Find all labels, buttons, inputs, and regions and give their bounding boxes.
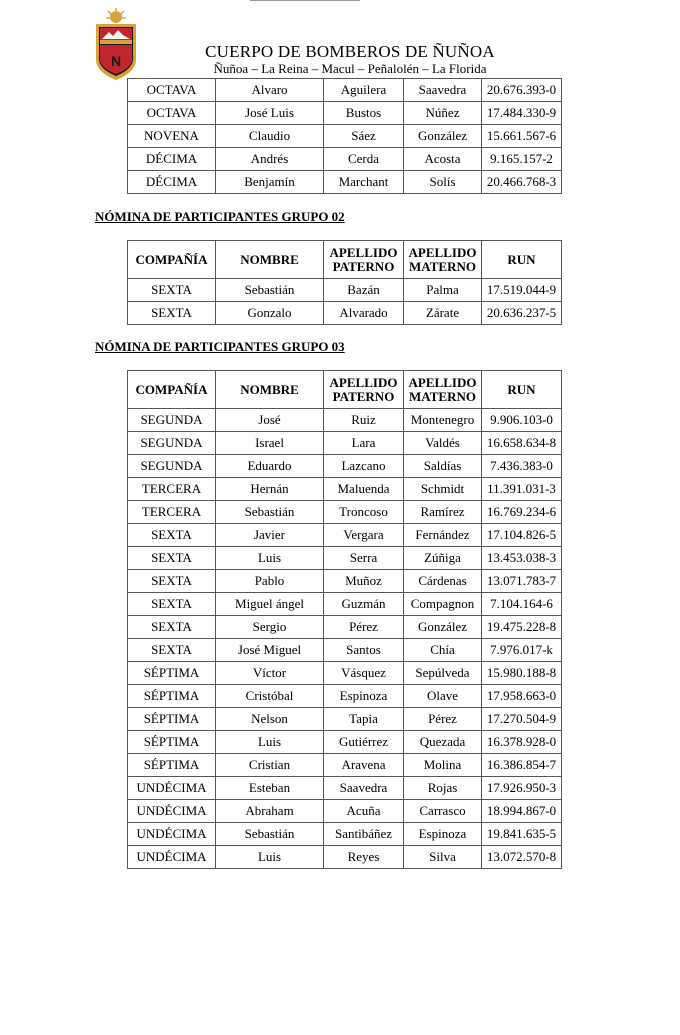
table-cell: Víctor bbox=[216, 662, 324, 685]
table-cell: Aguilera bbox=[324, 79, 404, 102]
table-row bbox=[128, 570, 562, 593]
table-header-row bbox=[128, 241, 562, 279]
table-cell: Hernán bbox=[216, 478, 324, 501]
table-row bbox=[128, 455, 562, 478]
table-cell: 20.636.237-5 bbox=[482, 302, 562, 325]
table-cell: 17.484.330-9 bbox=[482, 102, 562, 125]
participants-table-group-02 bbox=[127, 240, 562, 325]
table-cell: SÉPTIMA bbox=[128, 685, 216, 708]
table-row bbox=[128, 148, 562, 171]
table-cell: 15.980.188-8 bbox=[482, 662, 562, 685]
table-cell: Pablo bbox=[216, 570, 324, 593]
table-cell: Valdés bbox=[404, 432, 482, 455]
table-cell: 17.519.044-9 bbox=[482, 279, 562, 302]
table-cell: José Luis bbox=[216, 102, 324, 125]
participants-table-group-03 bbox=[127, 370, 562, 869]
table-cell: 7.976.017-k bbox=[482, 639, 562, 662]
table-cell: Cárdenas bbox=[404, 570, 482, 593]
table-cell: SEXTA bbox=[128, 593, 216, 616]
table-cell: UNDÉCIMA bbox=[128, 800, 216, 823]
table-cell: Cristian bbox=[216, 754, 324, 777]
table-row bbox=[128, 409, 562, 432]
table-cell: Gonzalo bbox=[216, 302, 324, 325]
table-cell: 17.926.950-3 bbox=[482, 777, 562, 800]
column-header: COMPAÑÍA bbox=[128, 371, 216, 409]
table-cell: SEGUNDA bbox=[128, 409, 216, 432]
table-cell: 13.453.038-3 bbox=[482, 547, 562, 570]
table-cell: Zúñiga bbox=[404, 547, 482, 570]
table-cell: Sebastián bbox=[216, 823, 324, 846]
table-row bbox=[128, 302, 562, 325]
table-row bbox=[128, 432, 562, 455]
table-cell: Maluenda bbox=[324, 478, 404, 501]
table-cell: Pérez bbox=[324, 616, 404, 639]
table-row bbox=[128, 616, 562, 639]
table-cell: Vergara bbox=[324, 524, 404, 547]
column-header: NOMBRE bbox=[216, 371, 324, 409]
table-cell: Tapia bbox=[324, 708, 404, 731]
table-cell: 17.958.663-0 bbox=[482, 685, 562, 708]
table-row bbox=[128, 279, 562, 302]
table-cell: Guzmán bbox=[324, 593, 404, 616]
table-cell: SEXTA bbox=[128, 524, 216, 547]
table-cell: Carrasco bbox=[404, 800, 482, 823]
table-cell: 15.661.567-6 bbox=[482, 125, 562, 148]
table-cell: 20.676.393-0 bbox=[482, 79, 562, 102]
table-cell: 17.104.826-5 bbox=[482, 524, 562, 547]
table-cell: Bazán bbox=[324, 279, 404, 302]
table-cell: Luis bbox=[216, 731, 324, 754]
table-cell: Fernández bbox=[404, 524, 482, 547]
table-cell: SEXTA bbox=[128, 639, 216, 662]
table-cell: Eduardo bbox=[216, 455, 324, 478]
table-cell: Esteban bbox=[216, 777, 324, 800]
table-cell: Acuña bbox=[324, 800, 404, 823]
table-cell: SEXTA bbox=[128, 570, 216, 593]
table-cell: Rojas bbox=[404, 777, 482, 800]
table-row bbox=[128, 754, 562, 777]
table-cell: Santos bbox=[324, 639, 404, 662]
table-cell: Vásquez bbox=[324, 662, 404, 685]
table-cell: Aravena bbox=[324, 754, 404, 777]
table-cell: Lara bbox=[324, 432, 404, 455]
table-cell: Sebastián bbox=[216, 501, 324, 524]
table-row bbox=[128, 639, 562, 662]
table-row bbox=[128, 547, 562, 570]
organization-name: CUERPO DE BOMBEROS DE ÑUÑOA bbox=[205, 42, 495, 61]
table-cell: SEXTA bbox=[128, 302, 216, 325]
participants-table-group-01 bbox=[127, 78, 562, 194]
table-cell: 17.270.504-9 bbox=[482, 708, 562, 731]
table-cell: Schmidt bbox=[404, 478, 482, 501]
table-cell: Solís bbox=[404, 171, 482, 194]
table-cell: Lazcano bbox=[324, 455, 404, 478]
table-cell: Espinoza bbox=[404, 823, 482, 846]
table-cell: 7.436.383-0 bbox=[482, 455, 562, 478]
table-row bbox=[128, 685, 562, 708]
table-cell: 7.104.164-6 bbox=[482, 593, 562, 616]
table-cell: Saldías bbox=[404, 455, 482, 478]
table-row bbox=[128, 731, 562, 754]
table-cell: Claudio bbox=[216, 125, 324, 148]
column-header: RUN bbox=[482, 371, 562, 409]
table-cell: OCTAVA bbox=[128, 79, 216, 102]
table-cell: Serra bbox=[324, 547, 404, 570]
table-cell: Palma bbox=[404, 279, 482, 302]
table-cell: Quezada bbox=[404, 731, 482, 754]
table-row bbox=[128, 662, 562, 685]
table-cell: SÉPTIMA bbox=[128, 708, 216, 731]
table-cell: TERCERA bbox=[128, 478, 216, 501]
table-cell: Espinoza bbox=[324, 685, 404, 708]
table-cell: Saavedra bbox=[324, 777, 404, 800]
table-row bbox=[128, 708, 562, 731]
table-cell: Sebastián bbox=[216, 279, 324, 302]
column-header: NOMBRE bbox=[216, 241, 324, 279]
table-cell: Luis bbox=[216, 846, 324, 869]
table-cell: 13.072.570-8 bbox=[482, 846, 562, 869]
table-cell: SÉPTIMA bbox=[128, 731, 216, 754]
group-02-heading: NÓMINA DE PARTICIPANTES GRUPO 02 bbox=[95, 209, 345, 224]
column-header: RUN bbox=[482, 241, 562, 279]
table-cell: Silva bbox=[404, 846, 482, 869]
table-cell: SEXTA bbox=[128, 279, 216, 302]
table-cell: SEXTA bbox=[128, 547, 216, 570]
table-cell: Alvaro bbox=[216, 79, 324, 102]
table-cell: Bustos bbox=[324, 102, 404, 125]
table-cell: 16.658.634-8 bbox=[482, 432, 562, 455]
table-cell: Luis bbox=[216, 547, 324, 570]
table-cell: Olave bbox=[404, 685, 482, 708]
table-cell: Javier bbox=[216, 524, 324, 547]
table-cell: Sáez bbox=[324, 125, 404, 148]
table-cell: SEGUNDA bbox=[128, 455, 216, 478]
table-row bbox=[128, 125, 562, 148]
table-cell: TERCERA bbox=[128, 501, 216, 524]
table-cell: González bbox=[404, 125, 482, 148]
table-cell: SEGUNDA bbox=[128, 432, 216, 455]
communes-line: Ñuñoa – La Reina – Macul – Peñalolén – La Florida bbox=[213, 61, 487, 76]
column-header: APELLIDO PATERNO bbox=[324, 371, 404, 409]
table-cell: 9.906.103-0 bbox=[482, 409, 562, 432]
column-header: APELLIDO MATERNO bbox=[404, 241, 482, 279]
table-cell: José bbox=[216, 409, 324, 432]
table-cell: Saavedra bbox=[404, 79, 482, 102]
table-cell: UNDÉCIMA bbox=[128, 846, 216, 869]
table-cell: Cerda bbox=[324, 148, 404, 171]
table-row bbox=[128, 79, 562, 102]
letterhead bbox=[150, 42, 550, 76]
table-cell: 11.391.031-3 bbox=[482, 478, 562, 501]
table-cell: DÉCIMA bbox=[128, 171, 216, 194]
table-cell: Marchant bbox=[324, 171, 404, 194]
table-cell: UNDÉCIMA bbox=[128, 777, 216, 800]
table-cell: Sepúlveda bbox=[404, 662, 482, 685]
table-row bbox=[128, 777, 562, 800]
table-cell: Compagnon bbox=[404, 593, 482, 616]
table-cell: SEXTA bbox=[128, 616, 216, 639]
table-cell: 16.378.928-0 bbox=[482, 731, 562, 754]
table-cell: 16.769.234-6 bbox=[482, 501, 562, 524]
table-cell: Santibáñez bbox=[324, 823, 404, 846]
table-cell: Israel bbox=[216, 432, 324, 455]
table-cell: UNDÉCIMA bbox=[128, 823, 216, 846]
table-cell: Acosta bbox=[404, 148, 482, 171]
table-row bbox=[128, 593, 562, 616]
table-cell: Chía bbox=[404, 639, 482, 662]
table-cell: Cristóbal bbox=[216, 685, 324, 708]
table-cell: 13.071.783-7 bbox=[482, 570, 562, 593]
table-cell: Nelson bbox=[216, 708, 324, 731]
table-cell: Ruiz bbox=[324, 409, 404, 432]
table-cell: Molina bbox=[404, 754, 482, 777]
table-row bbox=[128, 171, 562, 194]
table-cell: NOVENA bbox=[128, 125, 216, 148]
table-cell: Zárate bbox=[404, 302, 482, 325]
fire-department-crest-logo bbox=[93, 8, 139, 82]
table-cell: Gutiérrez bbox=[324, 731, 404, 754]
table-row bbox=[128, 478, 562, 501]
table-cell: SÉPTIMA bbox=[128, 662, 216, 685]
table-cell: 9.165.157-2 bbox=[482, 148, 562, 171]
table-cell: Alvarado bbox=[324, 302, 404, 325]
table-row bbox=[128, 846, 562, 869]
table-cell: Abraham bbox=[216, 800, 324, 823]
table-cell: José Miguel bbox=[216, 639, 324, 662]
table-cell: DÉCIMA bbox=[128, 148, 216, 171]
table-cell: Troncoso bbox=[324, 501, 404, 524]
table-cell: 16.386.854-7 bbox=[482, 754, 562, 777]
table-cell: Pérez bbox=[404, 708, 482, 731]
table-cell: Montenegro bbox=[404, 409, 482, 432]
table-cell: OCTAVA bbox=[128, 102, 216, 125]
table-cell: González bbox=[404, 616, 482, 639]
table-cell: SÉPTIMA bbox=[128, 754, 216, 777]
table-cell: Núñez bbox=[404, 102, 482, 125]
table-row bbox=[128, 501, 562, 524]
table-cell: Benjamín bbox=[216, 171, 324, 194]
table-row bbox=[128, 524, 562, 547]
table-row bbox=[128, 102, 562, 125]
column-header: COMPAÑÍA bbox=[128, 241, 216, 279]
top-rule bbox=[250, 0, 360, 1]
logo-letter: N bbox=[110, 53, 122, 69]
table-cell: Andrés bbox=[216, 148, 324, 171]
table-cell: Sergio bbox=[216, 616, 324, 639]
table-cell: Miguel ángel bbox=[216, 593, 324, 616]
column-header: APELLIDO MATERNO bbox=[404, 371, 482, 409]
group-03-heading: NÓMINA DE PARTICIPANTES GRUPO 03 bbox=[95, 339, 345, 354]
table-cell: Muñoz bbox=[324, 570, 404, 593]
table-cell: 19.475.228-8 bbox=[482, 616, 562, 639]
table-cell: Ramírez bbox=[404, 501, 482, 524]
table-row bbox=[128, 823, 562, 846]
column-header: APELLIDO PATERNO bbox=[324, 241, 404, 279]
table-cell: 19.841.635-5 bbox=[482, 823, 562, 846]
table-header-row bbox=[128, 371, 562, 409]
table-cell: Reyes bbox=[324, 846, 404, 869]
table-row bbox=[128, 800, 562, 823]
table-cell: 18.994.867-0 bbox=[482, 800, 562, 823]
table-cell: 20.466.768-3 bbox=[482, 171, 562, 194]
